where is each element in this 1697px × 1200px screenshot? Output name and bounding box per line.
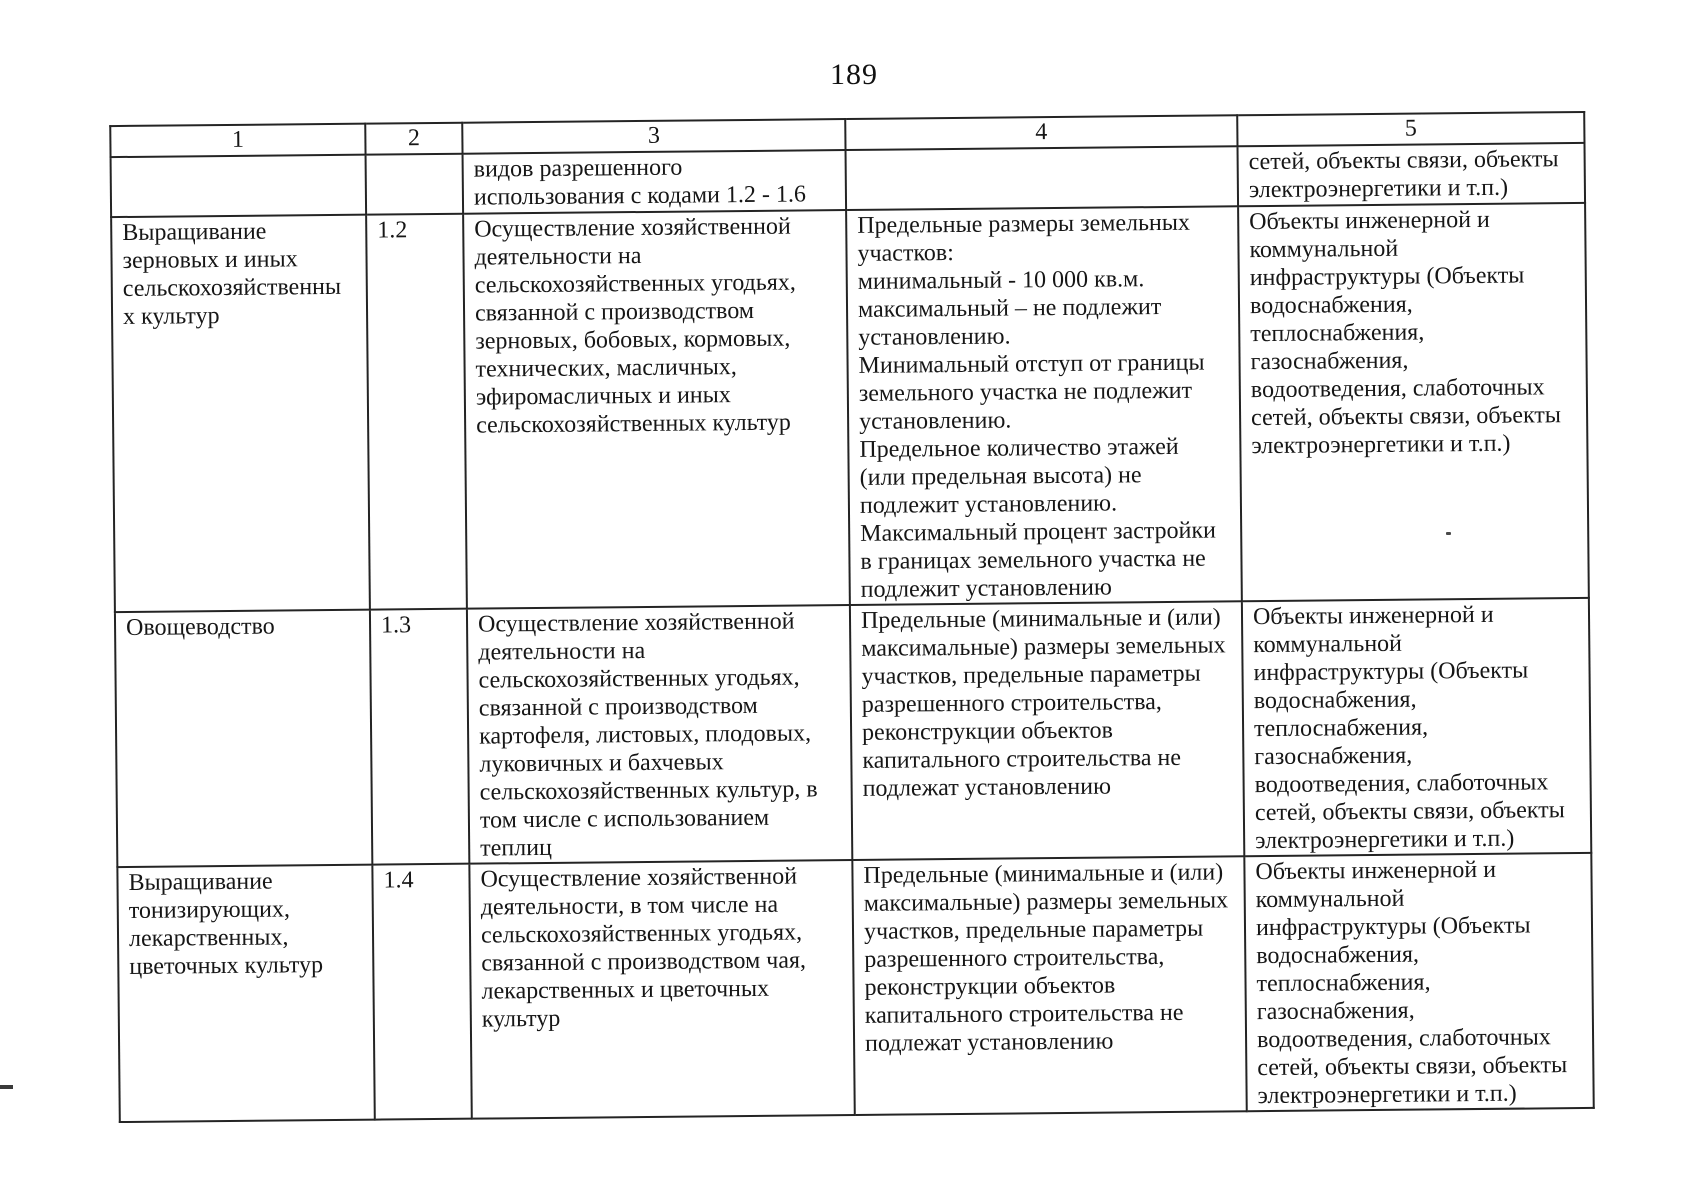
scan-artifact-dot xyxy=(1446,532,1451,535)
column-header-1: 1 xyxy=(110,124,365,157)
cell-12-objects: Объекты инженерной и коммунальной инфраструктуры (Объекты водоснабжения, теплоснабжения, газоснабжения, водоотведения, слаботочных сетей, объекты связи, объекты электроэнергетики и т.п.) xyxy=(1238,203,1589,601)
cell-12-code: 1.2 xyxy=(366,214,467,610)
cell-cont-objects: сетей, объекты связи, объекты электроэнергетики и т.п.) xyxy=(1237,143,1585,206)
column-header-4: 4 xyxy=(845,115,1237,150)
cell-12-name: Выращивание зерновых и иных сельскохозяйственны х культур xyxy=(111,215,370,612)
cell-13-description: Осуществление хозяйственной деятельности на сельскохозяйственных угодьях, связанной с производством картофеля, листовых, плодовых, луковичных и бахчевых сельскохозяйственных культур, в том числе с использованием теплиц xyxy=(467,605,852,864)
cell-13-limits: Предельные (минимальные и (или) максимальные) размеры земельных участков, предельные параметры разрешенного строительства, реконструкции объектов капитального строительства не подлежат установлению xyxy=(850,601,1244,860)
table-row-1-2 xyxy=(111,203,1589,612)
cell-14-limits: Предельные (минимальные и (или) максимальные) размеры земельных участков, предельные параметры разрешенного строительства, реконструкции объектов капитального строительства не подлежат установлению xyxy=(852,856,1246,1115)
cell-14-name: Выращивание тонизирующих, лекарственных, цветочных культур xyxy=(117,865,374,1122)
cell-cont-name xyxy=(111,155,367,217)
cell-12-limits: Предельные размеры земельных участков: минимальный - 10 000 кв.м. максимальный – не подлежит установлению. Минимальный отступ от границы земельного участка не подлежит установлению. Предельное количество этажей (или предельная высота) не подлежит установлению. Максимальный процент застройки в границах земельного участка не подлежит установлению xyxy=(846,206,1242,605)
cell-14-code: 1.4 xyxy=(372,864,471,1120)
cell-13-code: 1.3 xyxy=(370,609,469,865)
cell-cont-description: видов разрешенного использования с кодами 1.2 - 1.6 xyxy=(463,150,847,214)
page-number: 189 xyxy=(830,58,878,91)
land-use-table xyxy=(109,111,1595,1123)
table-scan-area xyxy=(109,111,1595,1123)
cell-14-objects: Объекты инженерной и коммунальной инфраструктуры (Объекты водоснабжения, теплоснабжения, газоснабжения, водоотведения, слаботочных сетей, объекты связи, объекты электроэнергетики и т.п.) xyxy=(1244,853,1593,1111)
cell-13-objects: Объекты инженерной и коммунальной инфраструктуры (Объекты водоснабжения, теплоснабжения, газоснабжения, водоотведения, слаботочных сетей, объекты связи, объекты электроэнергетики и т.п.) xyxy=(1242,598,1591,856)
cell-cont-limits xyxy=(846,146,1239,210)
column-header-5: 5 xyxy=(1237,112,1584,146)
column-header-3: 3 xyxy=(462,119,845,154)
column-header-2: 2 xyxy=(365,123,462,155)
cell-14-description: Осуществление хозяйственной деятельности, в том числе на сельскохозяйственных угодьях, связанной с производством чая, лекарственных и цветочных культур xyxy=(469,860,854,1119)
table-row-1-3 xyxy=(115,598,1591,867)
cell-12-description: Осуществление хозяйственной деятельности на сельскохозяйственных угодьях, связанной с производством зерновых, бобовых, кормовых, технических, масличных, эфиромасличных и иных сельскохозяйственных культур xyxy=(463,210,850,609)
scan-artifact-dash xyxy=(0,1085,13,1089)
table-row-1-4 xyxy=(117,853,1593,1122)
cell-cont-code xyxy=(366,154,464,215)
cell-13-name: Овощеводство xyxy=(115,610,372,867)
